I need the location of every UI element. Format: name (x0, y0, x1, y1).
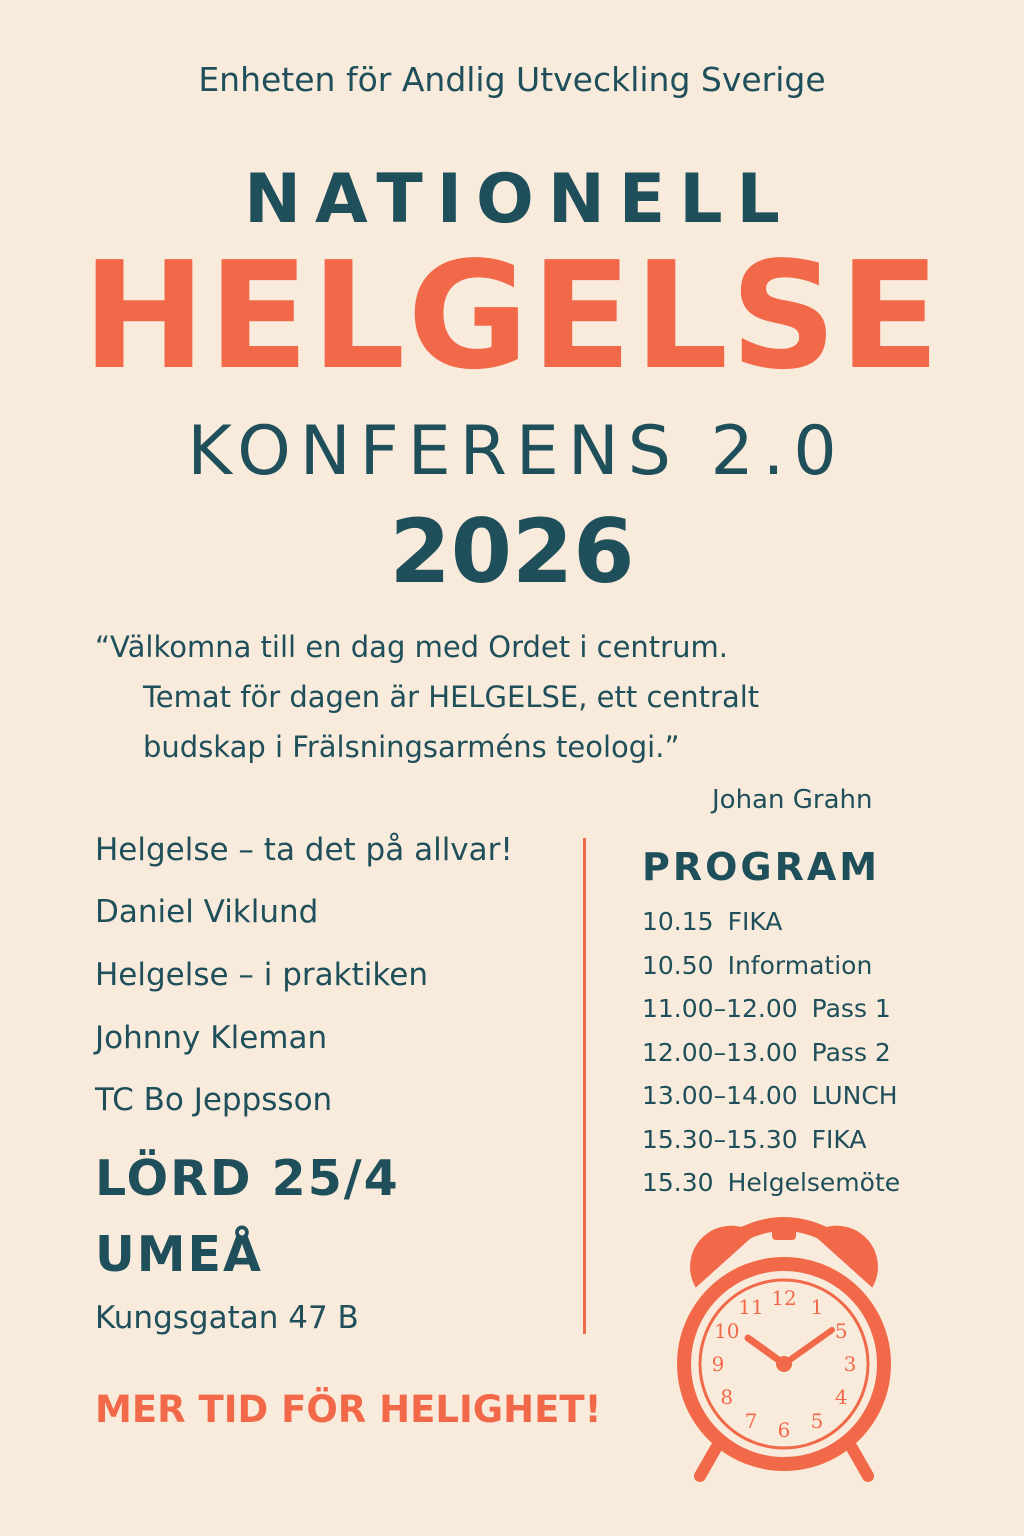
column-divider (583, 838, 586, 1334)
clock-numeral: 7 (744, 1409, 758, 1434)
program-time: 10.15 (642, 907, 714, 936)
event-city: UMEÅ (95, 1226, 263, 1283)
session-title-1: Helgelse – ta det på allvar! (95, 832, 513, 868)
organization-name: Enheten för Andlig Utveckling Sverige (198, 60, 826, 99)
event-date: LÖRD 25/4 (95, 1150, 400, 1207)
speaker-name-2: Johnny Kleman (95, 1020, 328, 1056)
speaker-name-3: TC Bo Jeppsson (95, 1082, 333, 1118)
clock-numeral: 8 (720, 1385, 734, 1409)
title-line-nationell: NATIONELL (244, 160, 794, 239)
program-item (642, 1161, 900, 1205)
program-label: LUNCH (811, 1081, 898, 1110)
clock-numeral: 11 (738, 1294, 764, 1319)
clock-numeral: 5 (810, 1409, 824, 1434)
quote-line-3: budskap i Frälsningsarméns teologi.” (143, 730, 680, 764)
program-item (642, 1074, 900, 1118)
title-line-konferens: KONFERENS 2.0 (187, 412, 846, 491)
clock-numeral: 1 (810, 1294, 824, 1319)
quote-line-1: “Välkomna till en dag med Ordet i centrum. (95, 630, 728, 664)
program-list (642, 900, 900, 1205)
clock-numeral: 3 (843, 1352, 857, 1376)
clock-numeral: 5 (834, 1319, 848, 1343)
clock-numeral: 12 (771, 1286, 797, 1310)
program-label: Helgelsemötе (727, 1168, 901, 1197)
clock-numeral: 10 (714, 1319, 740, 1343)
program-label: FIKA (811, 1124, 867, 1154)
speaker-name-1: Daniel Viklund (95, 894, 319, 930)
quote-line-2: Temat för dagen är HELGELSE, ett centralt (143, 680, 760, 714)
event-slogan: MER TID FÖR HELIGHET! (95, 1388, 602, 1431)
program-item (642, 987, 900, 1031)
program-time: 10.50 (642, 950, 714, 980)
program-time: 15.30–15.30 (642, 1124, 798, 1154)
program-label: Pass 2 (811, 1037, 891, 1067)
program-item (642, 1031, 900, 1075)
welcome-quote (95, 622, 935, 772)
program-label: FIKA (727, 907, 783, 936)
clock-numeral: 6 (777, 1418, 791, 1442)
title-line-helgelse: HELGELSE (82, 230, 942, 402)
session-title-2: Helgelse – i praktiken (95, 957, 428, 993)
event-address: Kungsgatan 47 B (95, 1300, 359, 1336)
program-title: PROGRAM (642, 845, 881, 889)
clock-numeral: 4 (834, 1385, 848, 1409)
program-item (642, 944, 900, 988)
program-time: 15.30 (642, 1168, 714, 1197)
quote-author: Johan Grahn (712, 785, 873, 815)
program-label: Information (727, 950, 873, 980)
program-time: 13.00–14.00 (642, 1081, 798, 1110)
event-year: 2026 (389, 500, 635, 603)
program-item (642, 900, 900, 944)
program-time: 12.00–13.00 (642, 1037, 798, 1067)
clock-numeral: 9 (711, 1352, 725, 1376)
alarm-clock-icon (676, 1208, 892, 1498)
program-time: 11.00–12.00 (642, 994, 798, 1023)
program-label: Pass 1 (811, 994, 891, 1023)
program-item (642, 1118, 900, 1162)
